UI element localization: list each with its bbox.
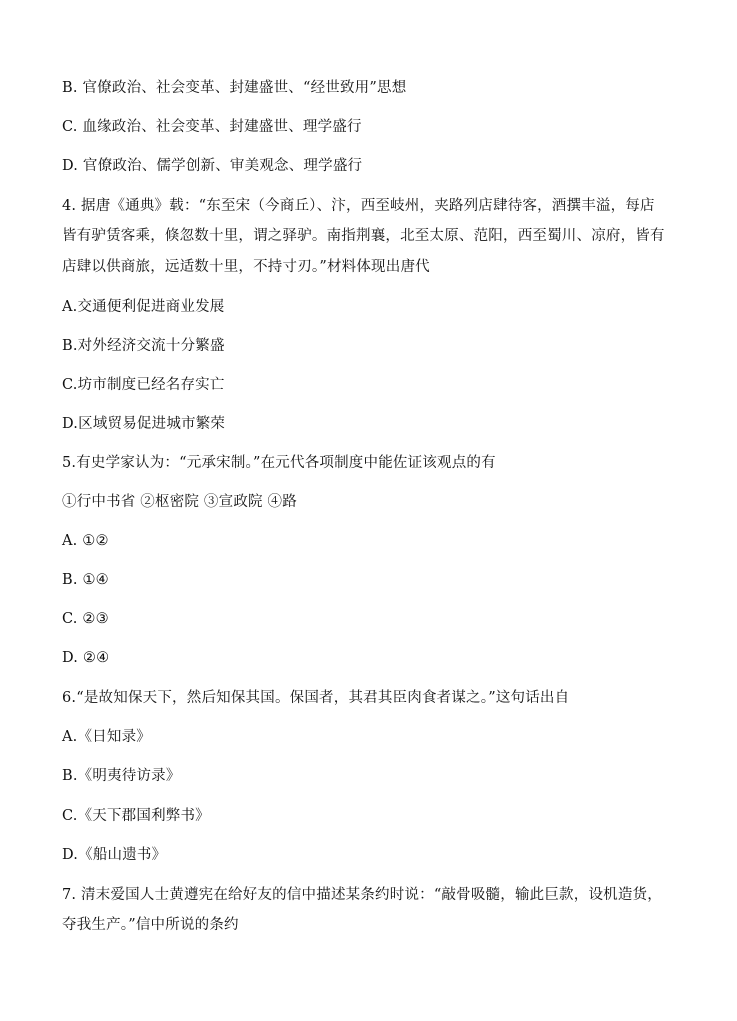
q6-option-c: C.《天下郡国利弊书》 [62,808,210,824]
q6-stem: 6.“是故知保天下，然后知保其国。保国者，其君其臣肉食者谋之。”这句话出自 [62,690,570,706]
q3-option-d: D. 官僚政治、儒学创新、审美观念、理学盛行 [62,158,363,174]
q6-option-a: A.《日知录》 [62,729,151,745]
q7-stem-line-2: 夺我生产。”信中所说的条约 [62,917,239,933]
q5-option-d: D. ②④ [62,650,110,666]
q4-stem-line-3: 店肆以供商旅，远适数十里，不持寸刃。”材料体现出唐代 [62,259,430,275]
q3-option-c: C. 血缘政治、社会变革、封建盛世、理学盛行 [62,119,362,135]
q4-option-d: D.区域贸易促进城市繁荣 [62,416,226,432]
q5-option-b: B. ①④ [62,572,109,588]
q5-stem: 5.有史学家认为：“元承宋制。”在元代各项制度中能佐证该观点的有 [62,455,496,471]
q4-stem-line-2: 皆有驴赁客乘，倏忽数十里，谓之驿驴。南指荆襄，北至太原、范阳，西至蜀川、凉府，皆有 [62,228,665,244]
q4-option-c: C.坊市制度已经名存实亡 [62,377,225,393]
q6-option-b: B.《明夷待访录》 [62,768,181,784]
q5-option-a: A. ①② [62,533,109,549]
q7-stem-line-1: 7. 清末爱国人士黄遵宪在给好友的信中描述某条约时说：“敲骨吸髓，输此巨款，设机造货， [62,887,662,903]
q5-option-c: C. ②③ [62,611,109,627]
q4-option-a: A.交通便利促进商业发展 [62,299,225,315]
q3-option-b: B. 官僚政治、社会变革、封建盛世、“经世致用”思想 [62,80,407,96]
q4-option-b: B.对外经济交流十分繁盛 [62,338,225,354]
q4-stem-line-1: 4. 据唐《通典》载：“东至宋（今商丘）、汴，西至岐州，夹路列店肆待客，酒撰丰溢，每店 [62,198,655,214]
q6-option-d: D.《船山遗书》 [62,847,167,863]
q5-items: ①行中书省 ②枢密院 ③宣政院 ④路 [62,494,297,510]
